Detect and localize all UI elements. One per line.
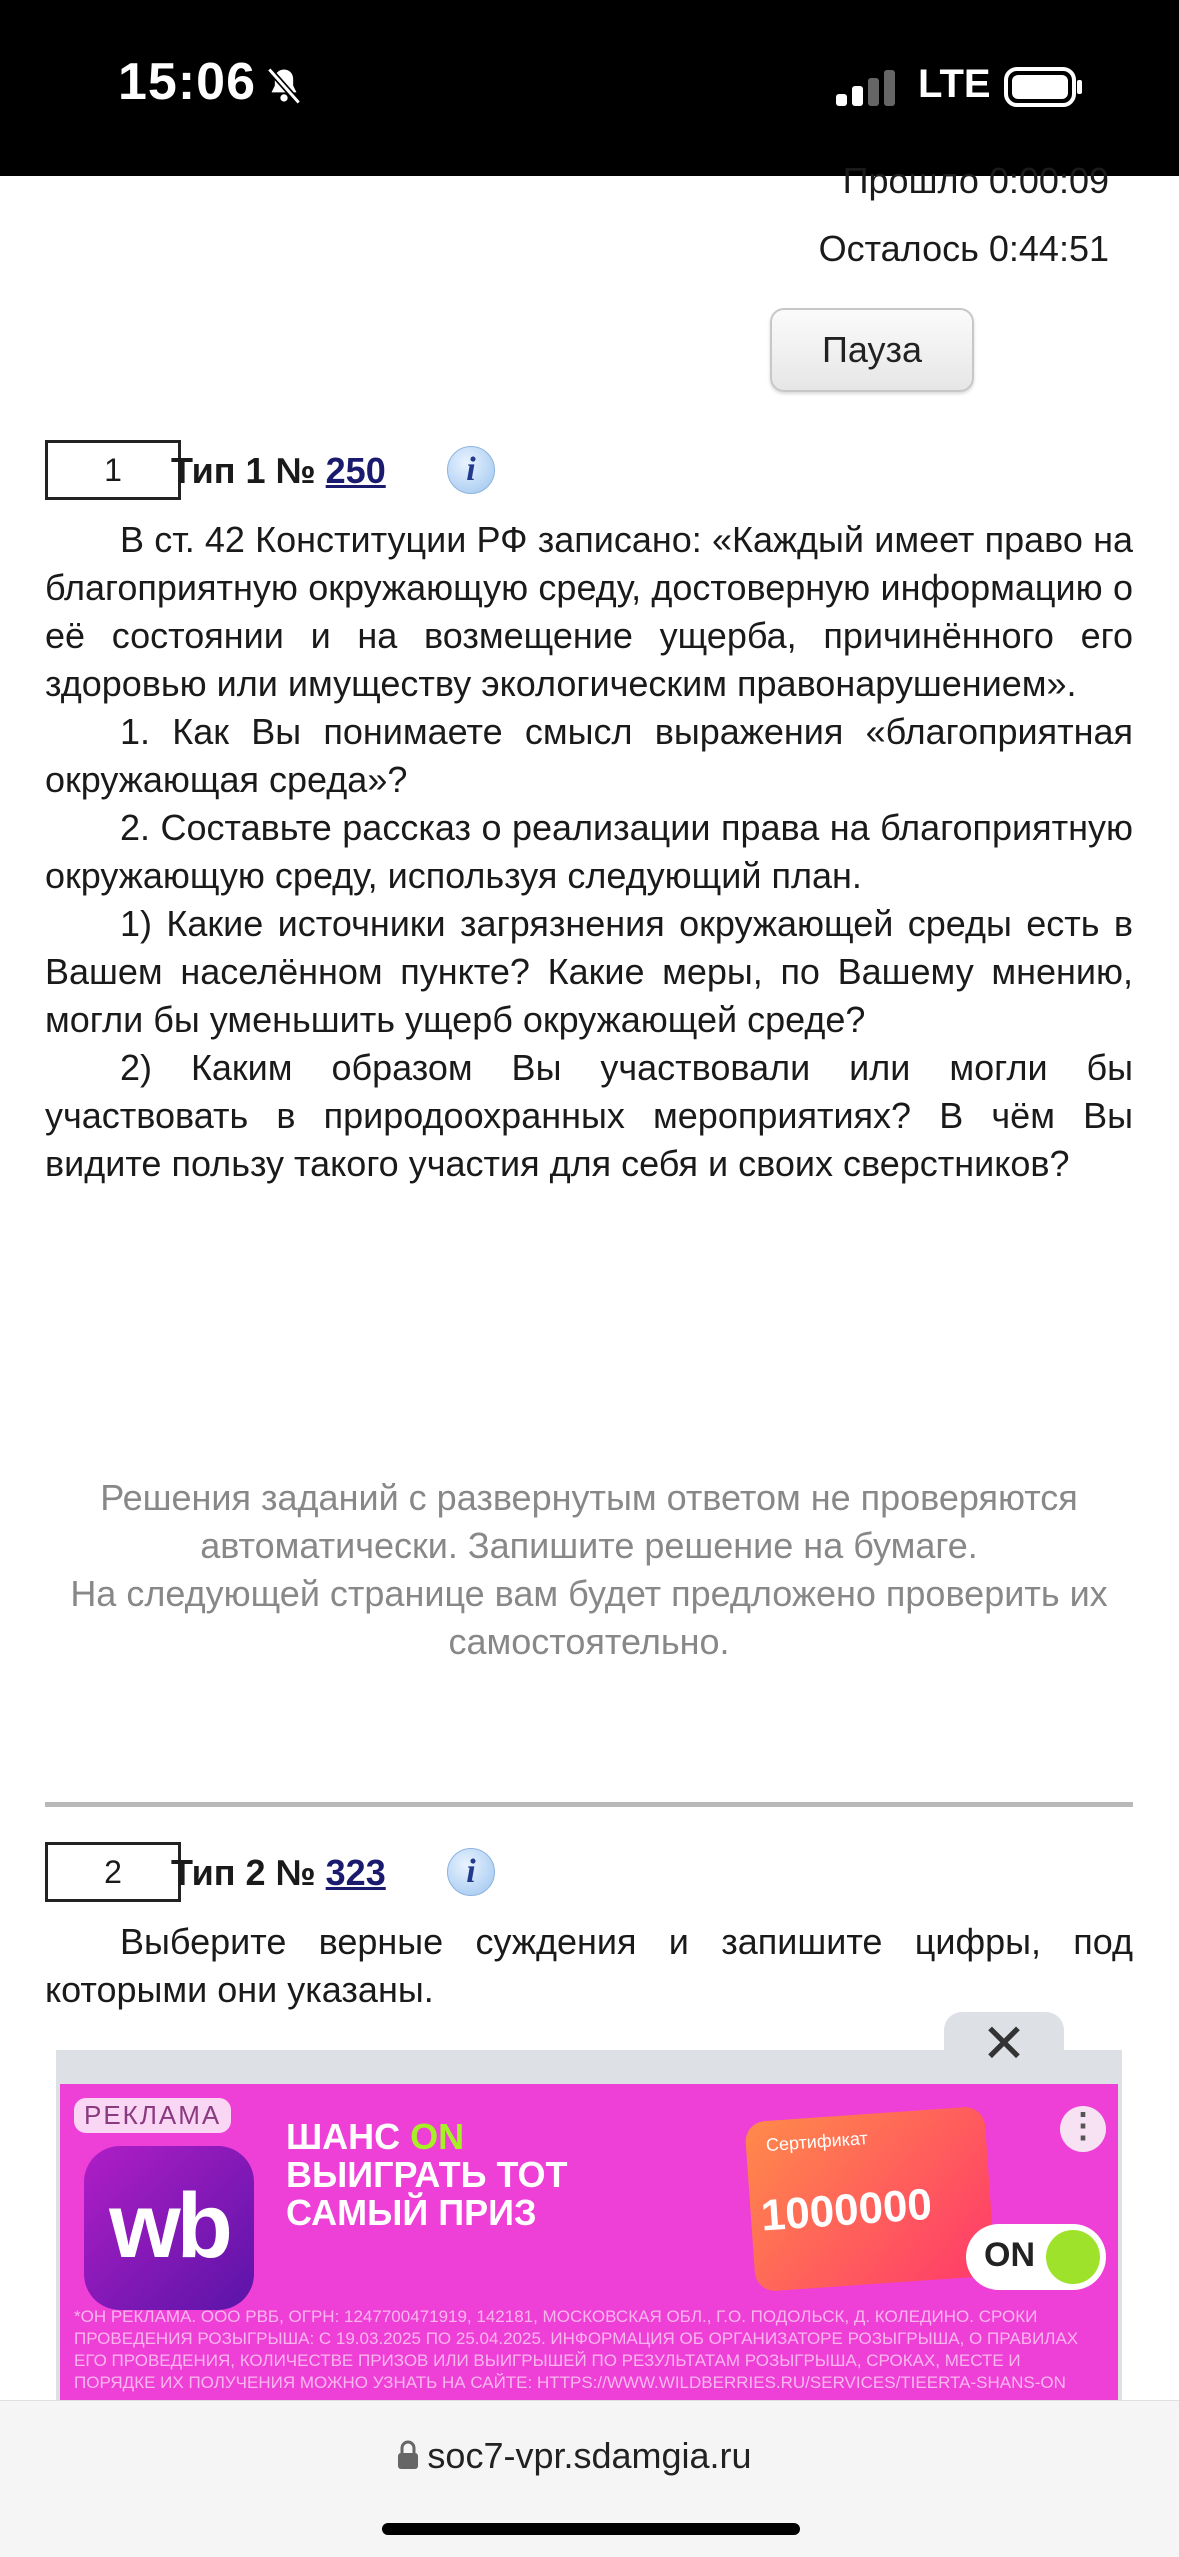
task-divider [45, 1802, 1133, 1807]
task-plan-item: 2) Каким образом Вы участвовали или могли бы участвовать в природоохранных мероприятиях? В чём Вы видите пользу такого участия для себя и своих сверстников? [45, 1047, 1133, 1184]
ad-headline-part: ВЫИГРАТЬ ТОТ САМЫЙ ПРИЗ [286, 2154, 568, 2233]
lock-icon [396, 2439, 420, 2471]
timer-elapsed: Прошло 0:00:09 [842, 160, 1109, 201]
task-question: 1. Как Вы понимаете смысл выражения «благоприятная окружающая среда»? [45, 711, 1133, 800]
info-icon[interactable]: i [447, 1848, 495, 1896]
ad-label: РЕКЛАМА [74, 2098, 231, 2133]
browser-address-bar[interactable] [0, 2400, 1179, 2557]
pause-button[interactable]: Пауза [770, 308, 974, 392]
task-type: Тип 1 № [171, 450, 326, 491]
ad-more-icon[interactable]: ⋮ [1060, 2106, 1106, 2152]
task-type: Тип 2 № [171, 1852, 326, 1893]
ad-toggle [966, 2224, 1106, 2290]
ad-certificate-label: Сертификат [765, 2128, 869, 2156]
task-paragraph: Выберите верные суждения и запишите цифры, под которыми они указаны. [45, 1921, 1133, 2010]
ad-certificate [744, 2106, 995, 2292]
status-time: 15:06 [118, 53, 256, 111]
signal-icon [836, 70, 898, 106]
task-title [171, 1852, 386, 1894]
task-plan-item: 1) Какие источники загрязнения окружающей среды есть в Вашем населённом пункте? Какие меры, по Вашему мнению, могли бы уменьшить ущерб окружающей среде? [45, 903, 1133, 1040]
ad-toggle-label: ON [984, 2236, 1035, 2274]
ad-toggle-knob [1046, 2230, 1100, 2284]
task-id-link[interactable]: 323 [325, 1852, 386, 1893]
network-type: LTE [918, 62, 991, 106]
home-indicator [382, 2523, 800, 2535]
task-1-text [45, 516, 1133, 1188]
answer-note [45, 1474, 1133, 1666]
task-number: 1 [45, 440, 181, 500]
ad-headline-on: ON [410, 2116, 465, 2157]
timer-remaining: Осталось 0:44:51 [818, 228, 1109, 269]
task-number: 2 [45, 1842, 181, 1902]
ad-close-button[interactable]: ✕ [944, 2012, 1064, 2076]
ad-banner[interactable] [60, 2084, 1118, 2450]
status-bar [0, 0, 1179, 176]
task-question: 2. Составьте рассказ о реализации права на благоприятную окружающую среду, используя следующий план. [45, 807, 1133, 896]
task-title [171, 450, 386, 492]
ad-certificate-value: 1000000 [759, 2179, 934, 2241]
note-line: На следующей странице вам будет предложено проверить их самостоятельно. [70, 1573, 1108, 1662]
ad-headline-part: ШАНС [286, 2116, 411, 2157]
ad-legal-text: *ОН РЕКЛАМА. ООО РВБ, ОГРН: 1247700471919, 142181, МОСКОВСКАЯ ОБЛ., Г.О. ПОДОЛЬСК, Д. КОЛЕДИНО. СРОКИ ПРОВЕДЕНИЯ РОЗЫГРЫША: С 19.03.2025 ПО 25.04.2025. ИНФОРМАЦИЯ ОБ ОРГАНИЗАТОРЕ РОЗЫГРЫША, О ПРАВИЛАХ ЕГО ПРОВЕДЕНИЯ, КОЛИЧЕСТВЕ ПРИЗОВ ИЛИ ВЫИГРЫШЕЙ ПО РЕЗУЛЬТАТАМ РОЗЫГРЫША, СРОКАХ, МЕСТЕ И ПОРЯДКЕ ИХ ПОЛУЧЕНИЯ МОЖНО УЗНАТЬ НА САЙТЕ: HTTPS://WWW.WILDBERRIES.RU/SERVICES/TIEERTA-SHANS-ON [74, 2307, 1079, 2392]
url-text[interactable]: soc7-vpr.sdamgia.ru [427, 2435, 752, 2476]
bell-slash-icon [262, 64, 306, 108]
task-paragraph: В ст. 42 Конституции РФ записано: «Каждый имеет право на благоприятную окружающую среду, достоверную информацию о её состоянии и на возмещение ущерба, причинённого его здоровью или имуществу экологическим правонарушением». [45, 519, 1133, 704]
info-icon[interactable]: i [447, 446, 495, 494]
note-line: Решения заданий с развернутым ответом не проверяются автоматически. Запишите решение на бумаге. [100, 1477, 1078, 1566]
task-id-link[interactable]: 250 [325, 450, 386, 491]
battery-icon [1004, 66, 1084, 108]
task-2-text [45, 1918, 1133, 2014]
wb-logo: wb [84, 2146, 254, 2310]
ad-headline [286, 2118, 626, 2232]
